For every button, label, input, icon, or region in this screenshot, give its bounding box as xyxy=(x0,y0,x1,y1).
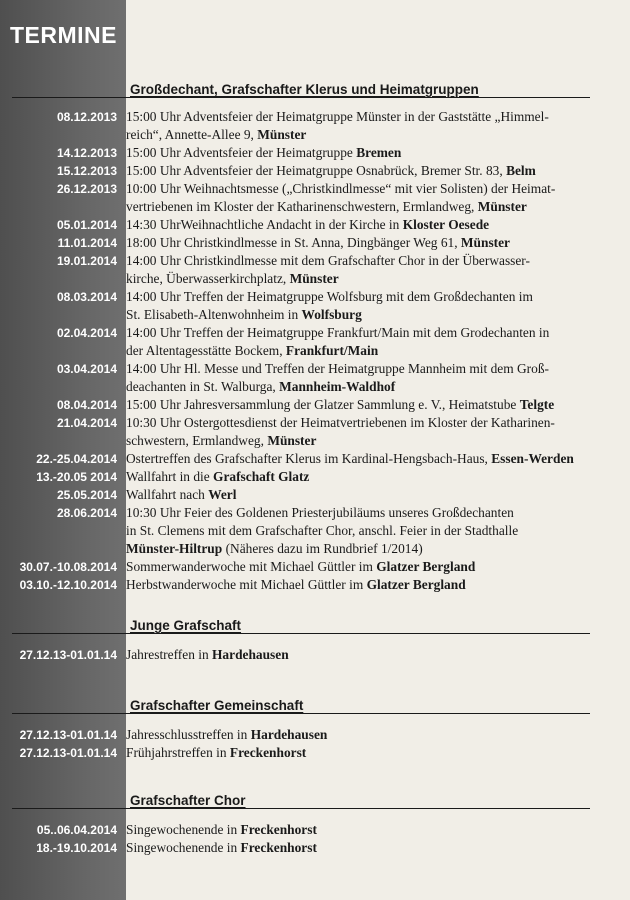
bold-text: Freckenhorst xyxy=(240,822,317,837)
section xyxy=(0,692,630,762)
list-item xyxy=(0,744,630,762)
bold-text: Hardehausen xyxy=(250,727,328,742)
bold-text: Frankfurt/Main xyxy=(285,343,379,358)
entry-date: 18.-19.10.2014 xyxy=(36,841,117,855)
list-item xyxy=(0,576,630,594)
text-run: 15:00 Uhr Adventsfeier der Heimatgruppe Münster in der Gaststätte „Himmel- xyxy=(126,109,549,124)
entry-date: 11.01.2014 xyxy=(57,236,117,250)
text-run: (Näheres dazu im Rundbrief 1/2014) xyxy=(222,541,423,556)
text-run: reich“, Annette-Allee 9, xyxy=(126,127,258,142)
text-run: 15:00 Uhr Adventsfeier der Heimatgruppe Osnabrück, Bremer Str. 83, xyxy=(126,163,507,178)
list-item xyxy=(0,504,630,558)
section-header xyxy=(0,692,630,714)
section-heading: Grafschafter Chor xyxy=(130,793,246,808)
bold-text: Münster xyxy=(257,127,307,142)
entry-list xyxy=(0,108,630,594)
bold-text: Glatzer Bergland xyxy=(366,577,466,592)
entry-list xyxy=(0,646,630,664)
section-rule xyxy=(12,713,590,714)
bold-text: Münster xyxy=(477,199,527,214)
entry-text xyxy=(123,450,583,468)
entry-text xyxy=(123,821,583,839)
text-run: St. Elisabeth-Altenwohnheim in xyxy=(126,307,302,322)
entry-text xyxy=(123,414,583,450)
section xyxy=(0,76,630,594)
list-item xyxy=(0,486,630,504)
bold-text: Münster xyxy=(289,271,339,286)
entry-text xyxy=(123,288,583,324)
entry-text xyxy=(123,744,583,762)
list-item xyxy=(0,558,630,576)
list-item xyxy=(0,108,630,144)
section-heading: Großdechant, Grafschafter Klerus und Heimatgruppen xyxy=(130,82,479,97)
text-run: vertriebenen im Kloster der Katharinenschwestern, Ermlandweg, xyxy=(126,199,478,214)
bold-text: Glatzer Bergland xyxy=(376,559,476,574)
list-item xyxy=(0,252,630,288)
text-run: der Altentagesstätte Bockem, xyxy=(126,343,286,358)
entry-date: 30.07.-10.08.2014 xyxy=(19,560,117,574)
entry-date: 05..06.04.2014 xyxy=(36,823,117,837)
entry-date: 21.04.2014 xyxy=(56,416,117,430)
bold-text: Telgte xyxy=(519,397,555,412)
bold-text: Münster xyxy=(267,433,317,448)
entry-text xyxy=(123,252,583,288)
entry-date: 28.06.2014 xyxy=(56,506,117,520)
list-item xyxy=(0,234,630,252)
bold-text: Bremen xyxy=(356,145,402,160)
list-item xyxy=(0,162,630,180)
entry-text xyxy=(123,180,583,216)
bold-text: Werl xyxy=(208,487,237,502)
text-run: Ostertreffen des Grafschafter Klerus im Kardinal-Hengsbach-Haus, xyxy=(126,451,492,466)
text-run: 14:00 Uhr Treffen der Heimatgruppe Wolfsburg mit dem Großdechanten im xyxy=(126,289,533,304)
list-item xyxy=(0,360,630,396)
list-item xyxy=(0,288,630,324)
entry-text xyxy=(123,396,583,414)
list-item xyxy=(0,821,630,839)
entry-text xyxy=(123,216,583,234)
entry-text xyxy=(123,360,583,396)
entry-text xyxy=(123,558,583,576)
list-item xyxy=(0,450,630,468)
bold-text: Belm xyxy=(506,163,536,178)
entry-date: 08.03.2014 xyxy=(56,290,117,304)
text-run: 10:30 Uhr Feier des Goldenen Priesterjubiläums unseres Großdechanten xyxy=(126,505,514,520)
bold-text: Mannheim-Waldhof xyxy=(279,379,396,394)
entry-text xyxy=(123,468,583,486)
entry-text xyxy=(123,504,583,558)
entry-date: 03.04.2014 xyxy=(56,362,117,376)
list-item xyxy=(0,839,630,857)
list-item xyxy=(0,216,630,234)
entry-text xyxy=(123,108,583,144)
entry-list xyxy=(0,821,630,857)
entry-date: 05.01.2014 xyxy=(56,218,117,232)
text-run: 15:00 Uhr Jahresversammlung der Glatzer Sammlung e. V., Heimatstube xyxy=(126,397,520,412)
entry-date: 27.12.13-01.01.14 xyxy=(19,648,117,662)
entry-text xyxy=(123,839,583,857)
bold-text: Grafschaft Glatz xyxy=(213,469,310,484)
entry-text xyxy=(123,324,583,360)
entry-date: 13.-20.05 2014 xyxy=(36,470,117,484)
text-run: 14:30 UhrWeihnachtliche Andacht in der Kirche in xyxy=(126,217,403,232)
bold-text: Hardehausen xyxy=(212,647,289,662)
text-run: Wallfahrt in die xyxy=(126,469,214,484)
bold-text: Freckenhorst xyxy=(240,840,317,855)
entry-text xyxy=(123,486,583,504)
entry-date: 02.04.2014 xyxy=(56,326,117,340)
text-run: Singewochenende in xyxy=(126,822,241,837)
text-run: Singewochenende in xyxy=(126,840,241,855)
text-run: 15:00 Uhr Adventsfeier der Heimatgruppe xyxy=(126,145,357,160)
text-run: in St. Clemens mit dem Grafschafter Chor, anschl. Feier in der Stadthalle xyxy=(126,523,519,538)
text-run: Wallfahrt nach xyxy=(126,487,209,502)
entry-date: 08.04.2014 xyxy=(56,398,117,412)
bold-text: Essen-Werden xyxy=(491,451,574,466)
bold-text: Kloster Oesede xyxy=(402,217,490,232)
entry-list xyxy=(0,726,630,762)
text-run: Frühjahrstreffen in xyxy=(126,745,230,760)
text-run: 14:00 Uhr Christkindlmesse mit dem Grafschafter Chor in der Überwasser- xyxy=(126,253,530,268)
entry-date: 19.01.2014 xyxy=(56,254,117,268)
section xyxy=(0,787,630,857)
bold-text: Münster xyxy=(460,235,510,250)
text-run: Sommerwanderwoche mit Michael Güttler im xyxy=(126,559,377,574)
entry-text xyxy=(123,646,583,664)
text-run: 18:00 Uhr Christkindlmesse in St. Anna, Dingbänger Weg 61, xyxy=(126,235,461,250)
text-run: 10:00 Uhr Weihnachtsmesse („Christkindlmesse“ mit vier Solisten) der Heimat- xyxy=(126,181,556,196)
entry-date: 14.12.2013 xyxy=(56,146,117,160)
section-heading: Grafschafter Gemeinschaft xyxy=(130,698,304,713)
text-run: Jahrestreffen in xyxy=(126,647,213,662)
entry-date: 27.12.13-01.01.14 xyxy=(19,728,117,742)
entry-text xyxy=(123,726,583,744)
entry-text xyxy=(123,162,583,180)
text-run: schwestern, Ermlandweg, xyxy=(126,433,268,448)
section-rule xyxy=(12,808,590,809)
list-item xyxy=(0,414,630,450)
text-run: Jahresschlusstreffen in xyxy=(126,727,251,742)
section xyxy=(0,612,630,664)
text-run: 14:00 Uhr Treffen der Heimatgruppe Frankfurt/Main mit dem Grodechanten in xyxy=(126,325,550,340)
entry-date: 27.12.13-01.01.14 xyxy=(19,746,117,760)
bold-text: Freckenhorst xyxy=(229,745,307,760)
entry-date: 25.05.2014 xyxy=(56,488,117,502)
page-title: TERMINE xyxy=(10,22,117,48)
list-item xyxy=(0,468,630,486)
list-item xyxy=(0,646,630,664)
text-run: 14:00 Uhr Hl. Messe und Treffen der Heimatgruppe Mannheim mit dem Groß- xyxy=(126,361,549,376)
section-header xyxy=(0,76,630,98)
entry-date: 22.-25.04.2014 xyxy=(36,452,117,466)
section-rule xyxy=(12,633,590,634)
text-run: 10:30 Uhr Ostergottesdienst der Heimatvertriebenen im Kloster der Katharinen- xyxy=(126,415,555,430)
list-item xyxy=(0,180,630,216)
bold-text: Münster-Hiltrup xyxy=(126,541,223,556)
entry-date: 26.12.2013 xyxy=(56,182,117,196)
text-run: deachanten in St. Walburga, xyxy=(126,379,280,394)
text-run: kirche, Überwasserkirchplatz, xyxy=(126,271,290,286)
entry-text xyxy=(123,234,583,252)
section-header xyxy=(0,612,630,634)
section-rule xyxy=(12,97,590,98)
list-item xyxy=(0,324,630,360)
list-item xyxy=(0,726,630,744)
list-item xyxy=(0,144,630,162)
section-heading: Junge Grafschaft xyxy=(130,618,242,633)
section-header xyxy=(0,787,630,809)
entry-date: 03.10.-12.10.2014 xyxy=(19,578,117,592)
list-item xyxy=(0,396,630,414)
entry-date: 15.12.2013 xyxy=(56,164,117,178)
entry-text xyxy=(123,576,583,594)
text-run: Herbstwanderwoche mit Michael Güttler im xyxy=(126,577,367,592)
entry-text xyxy=(123,144,583,162)
entry-date: 08.12.2013 xyxy=(56,110,117,124)
bold-text: Wolfsburg xyxy=(301,307,362,322)
